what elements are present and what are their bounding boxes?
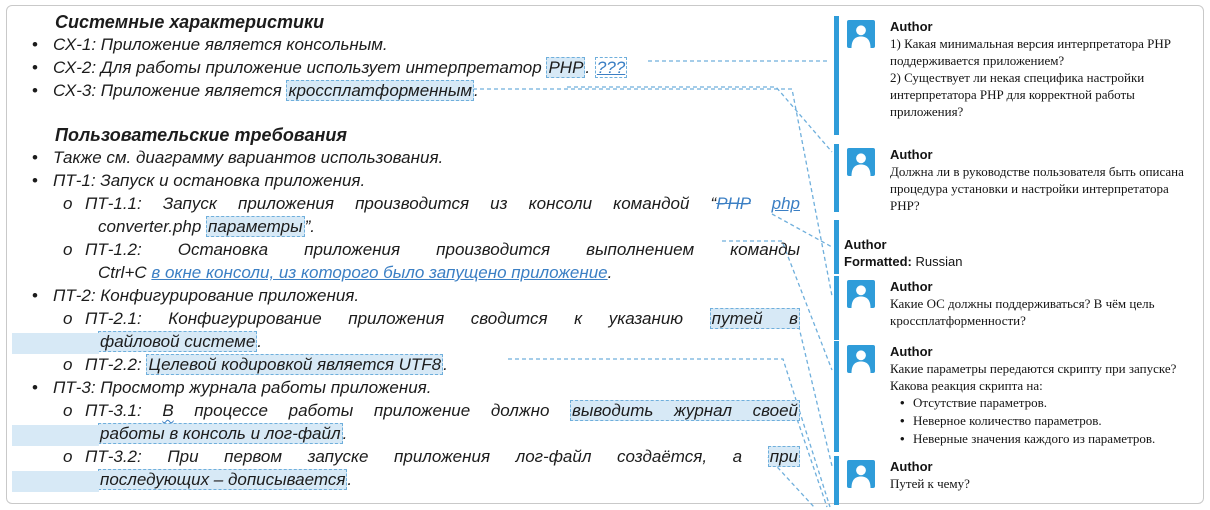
comment-anchor-highlight[interactable]: кроссплатформенным (288, 81, 473, 100)
comment-text: Должна ли в руководстве пользователя быть описана процедура установки и настройки интерпретатора PHP? (890, 164, 1184, 213)
bullet-icon: • (900, 395, 905, 410)
comment-anchor-highlight[interactable]: путей в (711, 309, 798, 328)
doc-text: СХ-2: Для работы приложение использует интерпретатор (53, 58, 547, 77)
comment-author: Author (890, 19, 933, 34)
formatted-label: Formatted: (844, 254, 912, 269)
comment-text: Неверные значения каждого из параметров. (913, 431, 1156, 446)
bullet-icon: • (900, 413, 905, 428)
bullet-icon: o (63, 194, 73, 213)
doc-text: . (342, 424, 348, 443)
comment-card[interactable] (834, 276, 1202, 329)
doc-line-pt31a (12, 401, 800, 424)
bullet-icon: • (32, 286, 38, 305)
inserted-text[interactable]: php (771, 194, 800, 213)
comment-anchor-highlight[interactable]: файловой системе (100, 332, 256, 351)
comment-author: Author (890, 147, 933, 162)
doc-line-pt32a (12, 447, 800, 470)
doc-text: процессе работы приложение должно (173, 401, 571, 420)
comment-text: Неверное количество параметров. (913, 413, 1102, 428)
doc-line-sx1 (12, 35, 800, 58)
doc-text: ПТ-1.2: Остановка приложения производится выполнением команды (85, 240, 800, 259)
comment-text: Какие ОС должны поддерживаться? В чём цель кроссплатформенности? (890, 296, 1155, 328)
section-heading (12, 125, 800, 148)
author-avatar-icon (847, 460, 875, 488)
comment-author: Author (844, 237, 887, 252)
formatted-note-text (844, 253, 1174, 270)
doc-text: ПТ-2.1: Конфигурирование приложения сводится к указанию (85, 309, 710, 328)
comment-anchor-highlight[interactable]: при (769, 447, 798, 466)
doc-text: СХ-3: Приложение является (53, 81, 287, 100)
bullet-icon: • (32, 378, 38, 397)
comment-anchor-highlight[interactable]: выводить журнал своей (572, 401, 798, 420)
doc-line-pt22 (12, 355, 800, 378)
comment-card[interactable] (834, 341, 1202, 448)
comment-bullet-item (890, 430, 1195, 448)
bullet-icon: • (900, 431, 905, 446)
bullet-icon: o (63, 240, 73, 259)
doc-text: converter.php (98, 217, 207, 236)
doc-line-pt21a (12, 309, 800, 332)
comment-anchor-highlight[interactable]: параметры (208, 217, 303, 236)
comment-text: 2) Существует ли некая специфика настройки интерпретатора PHP для корректной работы приложения? (890, 70, 1145, 119)
doc-text: ПТ-2.2: (85, 355, 147, 374)
comment-text: 1) Какая минимальная версия интерпретатора PHP поддерживается приложением? (890, 36, 1171, 68)
author-avatar-icon (847, 148, 875, 176)
bullet-icon: • (32, 58, 38, 77)
comment-card[interactable] (834, 456, 1202, 492)
author-avatar-icon (847, 345, 875, 373)
author-avatar-icon (847, 280, 875, 308)
doc-line-pt21b (12, 332, 800, 355)
doc-text: ПТ-1.1: Запуск приложения производится из консоли командой “ (85, 194, 717, 213)
bullet-icon: o (63, 447, 73, 466)
doc-text: ПТ-3.1: (85, 401, 163, 420)
doc-line-also (12, 148, 800, 171)
comment-author: Author (890, 279, 933, 294)
formatted-value: Russian (911, 254, 963, 269)
doc-line-sx2 (12, 58, 800, 81)
bullet-icon: • (32, 81, 38, 100)
doc-text: Ctrl+C (98, 263, 152, 282)
bullet-icon: • (32, 171, 38, 190)
doc-text: . (257, 332, 263, 351)
doc-text: . (347, 470, 353, 489)
inserted-text[interactable]: ??? (596, 58, 626, 77)
comment-bullet-item (890, 394, 1195, 412)
formatting-change-note[interactable] (834, 220, 1202, 270)
doc-line-sx3 (12, 81, 800, 104)
bullet-icon: • (32, 148, 38, 167)
comment-bullet-item (890, 412, 1195, 430)
section-heading (12, 12, 800, 35)
heading-text: Системные характеристики (55, 12, 325, 32)
doc-line-pt1 (12, 171, 800, 194)
comment-anchor-highlight[interactable]: работы в консоль и лог-файл (100, 424, 341, 443)
comment-text: Отсутствие параметров. (913, 395, 1047, 410)
doc-text: ПТ-3.2: При первом запуске приложения лог-файл создаётся, а (85, 447, 768, 466)
bullet-icon: o (63, 309, 73, 328)
comment-author: Author (890, 459, 933, 474)
comment-anchor-highlight[interactable]: PHP (548, 58, 584, 77)
comment-anchor-highlight[interactable]: Целевой кодировкой является UTF8 (148, 355, 442, 374)
doc-text: . (474, 81, 479, 100)
doc-text: . (443, 355, 448, 374)
doc-line-pt3 (12, 378, 800, 401)
author-avatar-icon (847, 20, 875, 48)
bullet-icon: • (32, 35, 38, 54)
doc-text (751, 194, 772, 213)
doc-text: ПТ-3: Просмотр журнала работы приложения. (53, 378, 432, 397)
deleted-text[interactable]: PHP (716, 194, 751, 213)
doc-line-pt2 (12, 286, 800, 309)
doc-line-pt11a (12, 194, 800, 217)
doc-line-pt31b (12, 424, 800, 447)
doc-text: . (585, 58, 595, 77)
comment-anchor-highlight[interactable]: последующих – дописывается (100, 470, 346, 489)
comment-text: Какие параметры передаются скрипту при запуске? Какова реакция скрипта на: (890, 361, 1177, 393)
doc-line-pt11b (12, 217, 800, 240)
doc-line-pt12b (12, 263, 800, 286)
doc-line-pt12a (12, 240, 800, 263)
doc-text: ”. (304, 217, 316, 236)
document-area (12, 12, 800, 493)
grammar-check-text: В (162, 401, 174, 420)
comment-author: Author (890, 344, 933, 359)
doc-text: ПТ-2: Конфигурирование приложения. (53, 286, 360, 305)
doc-text: ПТ-1: Запуск и остановка приложения. (53, 171, 366, 190)
bullet-icon: o (63, 355, 73, 374)
bullet-icon: o (63, 401, 73, 420)
comment-text: Путей к чему? (890, 476, 970, 491)
comment-card[interactable] (834, 144, 1202, 214)
comment-card[interactable] (834, 16, 1202, 120)
doc-text: СХ-1: Приложение является консольным. (53, 35, 388, 54)
inserted-text[interactable]: в окне консоли, из которого было запущено приложение (151, 263, 608, 282)
doc-text: Также см. диаграмму вариантов использования. (53, 148, 444, 167)
heading-text: Пользовательские требования (55, 125, 347, 145)
doc-line-pt32b (12, 470, 800, 493)
doc-text: . (607, 263, 613, 282)
